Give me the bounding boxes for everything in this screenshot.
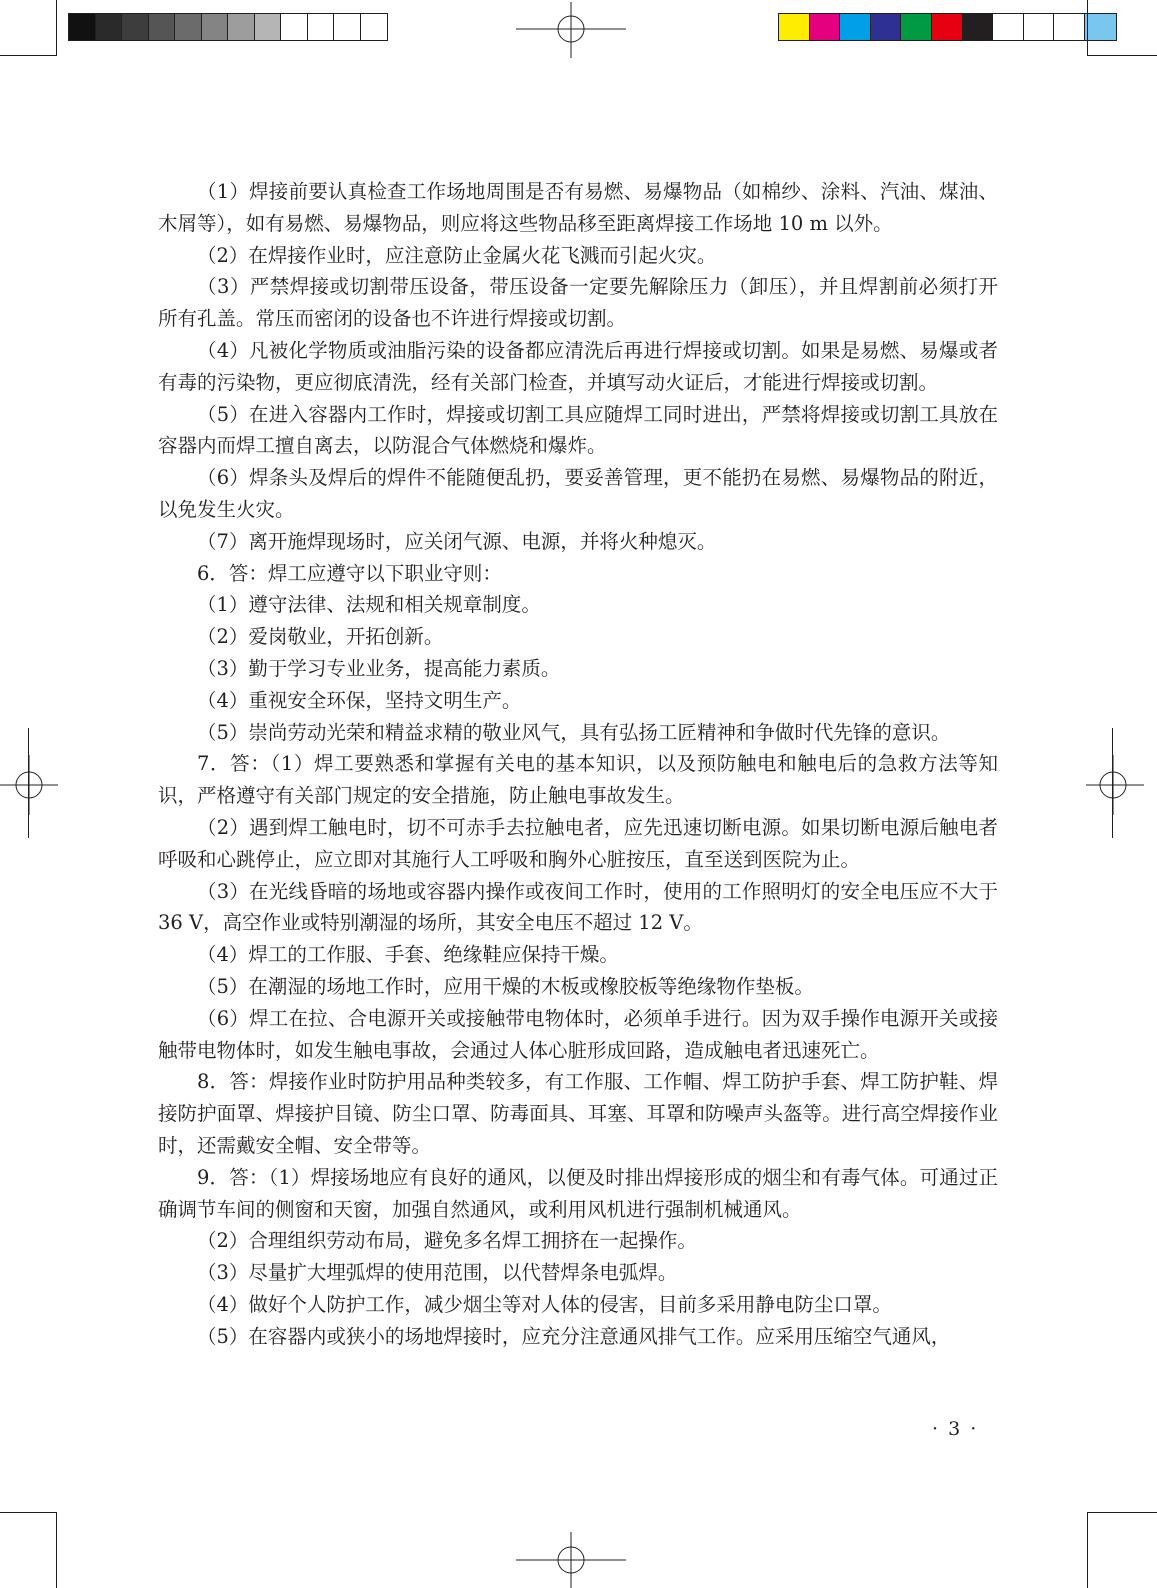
paragraph: （4）焊工的工作服、手套、绝缘鞋应保持干燥。	[197, 943, 619, 967]
color-swatch	[779, 14, 810, 40]
paragraph: （5）在进入容器内工作时，焊接或切割工具应随焊工同时进出，严禁将焊接或切割工具放在容器内而焊工擅自离去，以防混合气体燃烧和爆炸。	[158, 402, 998, 458]
gray-swatch	[361, 14, 388, 40]
crop-mark-top-right-h	[1087, 55, 1157, 56]
paragraph: （1）焊接前要认真检查工作场地周围是否有易燃、易爆物品（如棉纱、涂料、汽油、煤油、木屑等），如有易燃、易爆物品，则应将这些物品移至距离焊接工作场地 10 m 以外。	[158, 180, 998, 235]
paragraph: （5）在潮湿的场地工作时，应用干燥的木板或橡胶板等绝缘物作垫板。	[197, 974, 814, 998]
gray-swatch	[175, 14, 202, 40]
color-calibration-bar	[778, 13, 1117, 41]
page-number: · 3 ·	[932, 1418, 979, 1440]
color-swatch	[1024, 14, 1055, 40]
paragraph: （3）在光线昏暗的场地或容器内操作或夜间工作时，使用的工作照明灯的安全电压应不大于 36 V，高空作业或特别潮湿的场所，其安全电压不超过 12 V。	[158, 879, 998, 935]
paragraph: （6）焊工在拉、合电源开关或接触带电物体时，必须单手进行。因为双手操作电源开关或接触带电物体时，如发生触电事故，会通过人体心脏形成回路，造成触电者迅速死亡。	[158, 1006, 998, 1062]
paragraph: （1）遵守法律、法规和相关规章制度。	[197, 593, 541, 617]
grayscale-calibration-bar	[68, 13, 388, 41]
paragraph: （3）勤于学习专业业务，提高能力素质。	[197, 656, 561, 680]
registration-mark-left-icon	[0, 755, 58, 815]
paragraph: （4）重视安全环保，坚持文明生产。	[197, 688, 522, 712]
gray-swatch	[69, 14, 96, 40]
paragraph: （4）凡被化学物质或油脂污染的设备都应清洗后再进行焊接或切割。如果是易燃、易爆或者有毒的污染物，更应彻底清洗，经有关部门检查，并填写动火证后，才能进行焊接或切割。	[158, 338, 998, 394]
color-swatch	[993, 14, 1024, 40]
color-swatch	[871, 14, 902, 40]
color-swatch	[810, 14, 841, 40]
color-swatch	[1054, 14, 1085, 40]
crop-mark-bottom-right-h	[1087, 1512, 1157, 1513]
gray-swatch	[308, 14, 335, 40]
gray-swatch	[122, 14, 149, 40]
paragraph: （3）严禁焊接或切割带压设备，带压设备一定要先解除压力（卸压），并且焊割前必须打开所有孔盖。常压而密闭的设备也不许进行焊接或切割。	[158, 275, 998, 331]
gray-swatch	[281, 14, 308, 40]
paragraph: （2）爱岗敬业，开拓创新。	[197, 625, 444, 649]
crop-mark-top-left-h	[0, 55, 57, 56]
crop-mark-top-left-v	[56, 0, 57, 55]
paragraph: （2）合理组织劳动布局，避免多名焊工拥挤在一起操作。	[197, 1229, 697, 1253]
page-body	[158, 176, 998, 1352]
crop-mark-top-right-v	[1087, 0, 1088, 55]
paragraph: （5）在容器内或狭小的场地焊接时，应充分注意通风排气工作。应采用压缩空气通风，	[197, 1324, 951, 1348]
paragraph: （6）焊条头及焊后的焊件不能随便乱扔，要妥善管理，更不能扔在易燃、易爆物品的附近，以免发生火灾。	[158, 466, 998, 521]
paragraph: 9．答：（1）焊接场地应有良好的通风，以便及时排出焊接形成的烟尘和有毒气体。可通过正确调节车间的侧窗和天窗，加强自然通风，或利用风机进行强制机械通风。	[158, 1165, 998, 1221]
paragraph: （3）尽量扩大埋弧焊的使用范围，以代替焊条电弧焊。	[197, 1261, 678, 1285]
paragraph: （2）在焊接作业时，应注意防止金属火花飞溅而引起火灾。	[197, 243, 717, 267]
paragraph: 8．答：焊接作业时防护用品种类较多，有工作服、工作帽、焊工防护手套、焊工防护鞋、焊接防护面罩、焊接护目镜、防尘口罩、防毒面具、耳塞、耳罩和防噪声头盔等。进行高空焊接作业时，还需戴安全帽、安全带等。	[158, 1070, 998, 1157]
crop-mark-bottom-left-v	[56, 1512, 57, 1588]
registration-mark-right-icon	[1086, 755, 1144, 815]
registration-mark-bottom-icon	[516, 1532, 626, 1588]
color-swatch	[963, 14, 994, 40]
color-swatch	[901, 14, 932, 40]
registration-mark-top-icon	[516, 2, 626, 58]
color-swatch	[932, 14, 963, 40]
paragraph: （2）遇到焊工触电时，切不可赤手去拉触电者，应先迅速切断电源。如果切断电源后触电者呼吸和心跳停止，应立即对其施行人工呼吸和胸外心脏按压，直至送到医院为止。	[158, 815, 998, 871]
paragraph: 6．答：焊工应遵守以下职业守则：	[197, 561, 502, 585]
paragraph: （7）离开施焊现场时，应关闭气源、电源，并将火种熄灭。	[197, 529, 717, 553]
color-swatch	[840, 14, 871, 40]
gray-swatch	[149, 14, 176, 40]
paragraph: （4）做好个人防护工作，减少烟尘等对人体的侵害，目前多采用静电防尘口罩。	[197, 1292, 892, 1316]
paragraph: 7．答：（1）焊工要熟悉和掌握有关电的基本知识，以及预防触电和触电后的急救方法等知识，严格遵守有关部门规定的安全措施，防止触电事故发生。	[158, 752, 998, 808]
gray-swatch	[334, 14, 361, 40]
gray-swatch	[255, 14, 282, 40]
gray-swatch	[202, 14, 229, 40]
crop-mark-bottom-right-v	[1087, 1512, 1088, 1588]
gray-swatch	[96, 14, 123, 40]
crop-mark-bottom-left-h	[0, 1512, 57, 1513]
gray-swatch	[228, 14, 255, 40]
color-swatch	[1085, 14, 1116, 40]
paragraph: （5）崇尚劳动光荣和精益求精的敬业风气，具有弘扬工匠精神和争做时代先锋的意识。	[197, 720, 951, 744]
